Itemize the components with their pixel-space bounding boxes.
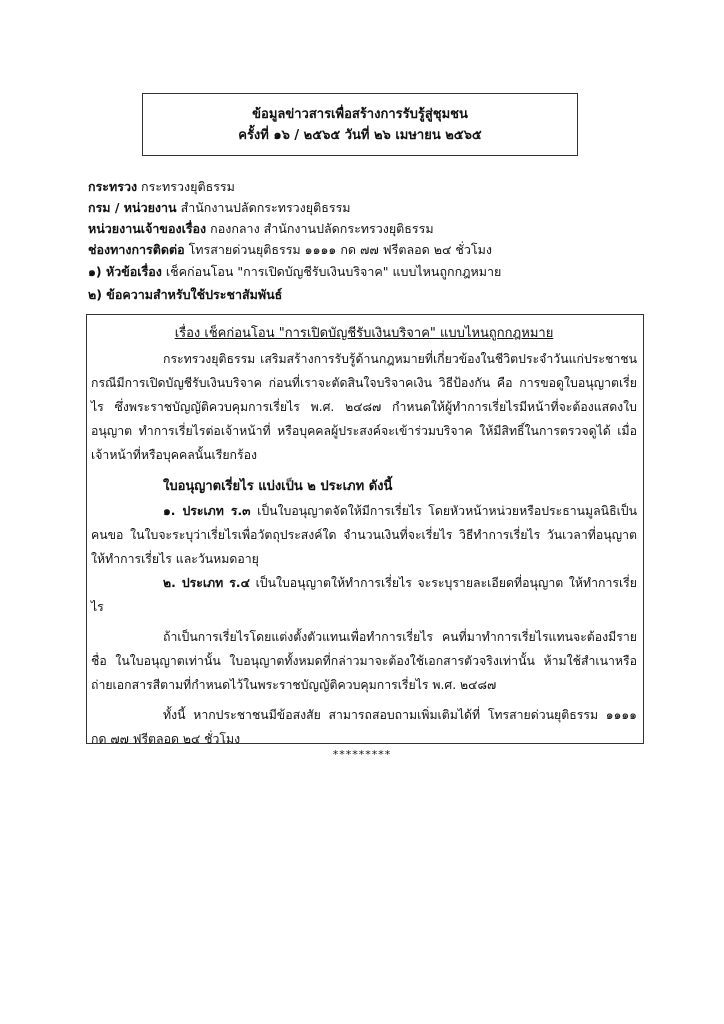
topic-line [88,260,648,283]
content-paragraph-1: กระทรวงยุติธรรม เสริมสร้างการรับรู้ด้านกฎหมายที่เกี่ยวข้องในชีวิตประจำวันแก่ประชาชน กรณีมีการเปิดบัญชีรับเงินบริจาค ก่อนที่เราจะตัดสินใจบริจาคเงิน วิธีป้องกัน คือ การขอดูใบอนุญาตเรี่ยไร ซึ่งพระราชบัญญัติควบคุมการเรี่ยไร พ.ศ. ๒๔๘๗ กำหนดให้ผู้ทำการเรี่ยไรมีหน้าที่จะต้องแสดงใบอนุญาต ทำการเรี่ยไรต่อเจ้าหน้าที่ หรือบุคคลผู้ประสงค์จะเข้าร่วมบริจาค ให้มีสิทธิ์ในการตรวจดูได้ เมื่อเจ้าหน้าที่หรือบุคคลนั้นเรียกร้อง [91,352,637,462]
message-label: ๒) ข้อความสำหรับใช้ประชาสัมพันธ์ [88,287,283,302]
content-paragraph-2: ถ้าเป็นการเรี่ยไรโดยแต่งตั้งตัวแทนเพื่อทำการเรี่ยไร คนที่มาทำการเรี่ยไรแทนจะต้องมีรายชื่อ ในใบอนุญาตเท่านั้น ใบอนุญาตทั้งหมดที่กล่าวมาจะต้องใช้เอกสารตัวจริงเท่านั้น ห้ามใช้สำเนาหรือถ่ายเอกสารสีตามที่กำหนดไว้ในพระราชบัญญัติควบคุมการเรี่ยไร พ.ศ. ๒๔๘๗ [91,630,637,692]
topic-label: ๑) หัวข้อเรื่อง [88,264,162,279]
permit-type-2-label: ๒. ประเภท ร.๔ [163,576,250,590]
permit-type-2-text: เป็นใบอนุญาตให้ทำการเรี่ยไร จะระบุรายละเอียดที่อนุญาต ให้ทำการเรี่ยไร [91,576,637,614]
end-mark: ********* [332,748,392,761]
permit-type-1-text: เป็นใบอนุญาตจัดให้มีการเรี่ยไร โดยหัวหน้าหน่วยหรือประธานมูลนิธิเป็นคนขอ ในใบจะระบุว่าเรี่ยไรเพื่อวัตถุประสงค์ใด จำนวนเงินที่จะเรี่ยไร วิธีทำการเรี่ยไร วันเวลาที่อนุญาตให้ทำการเรี่ยไร และวันหมดอายุ [91,504,638,566]
owner-value: กองกลาง สำนักงานปลัดกระทรวงยุติธรรม [206,221,434,236]
ministry-label: กระทรวง [88,179,138,194]
department-line [88,197,648,218]
contact-line [88,239,648,260]
content-box [86,314,644,744]
permit-type-2 [91,571,637,619]
contact-value: โทรสายด่วนยุติธรรม ๑๑๑๑ กด ๗๗ ฟรีตลอด ๒๔ ชั่วโมง [184,242,492,257]
message-line [88,283,648,306]
department-value: สำนักงานปลัดกระทรวงยุติธรรม [176,200,351,215]
owner-label: หน่วยงานเจ้าของเรื่อง [88,221,207,236]
meta-section [88,176,648,306]
topic-value: เช็คก่อนโอน "การเปิดบัญชีรับเงินบริจาค" แบบไหนถูกกฎหมาย [161,264,502,279]
permit-type-1 [91,499,637,571]
contact-label: ช่องทางการติดต่อ [88,242,185,257]
header-title: ข้อมูลข่าวสารเพื่อสร้างการรับรู้สู่ชุมชน [252,106,468,122]
permit-types-heading: ใบอนุญาตเรี่ยไร แบ่งเป็น ๒ ประเภท ดังนี้ [163,479,393,494]
ministry-value: กระทรวงยุติธรรม [137,179,235,194]
header-issue-date: ครั้งที่ ๑๖ / ๒๕๖๕ วันที่ ๒๖ เมษายน ๒๕๖๕ [238,127,482,143]
permit-type-1-label: ๑. ประเภท ร.๓ [163,504,251,518]
header-box [142,93,578,156]
content-title: เรื่อง เช็คก่อนโอน "การเปิดบัญชีรับเงินบริจาค" แบบไหนถูกกฎหมาย [174,326,554,341]
owner-line [88,218,648,239]
department-label: กรม / หน่วยงาน [88,200,177,215]
ministry-line [88,176,648,197]
content-paragraph-3: ทั้งนี้ หากประชาชนมีข้อสงสัย สามารถสอบถามเพิ่มเติมได้ที่ โทรสายด่วนยุติธรรม ๑๑๑๑ กด ๗๗ ฟรีตลอด ๒๔ ชั่วโมง [91,708,637,746]
